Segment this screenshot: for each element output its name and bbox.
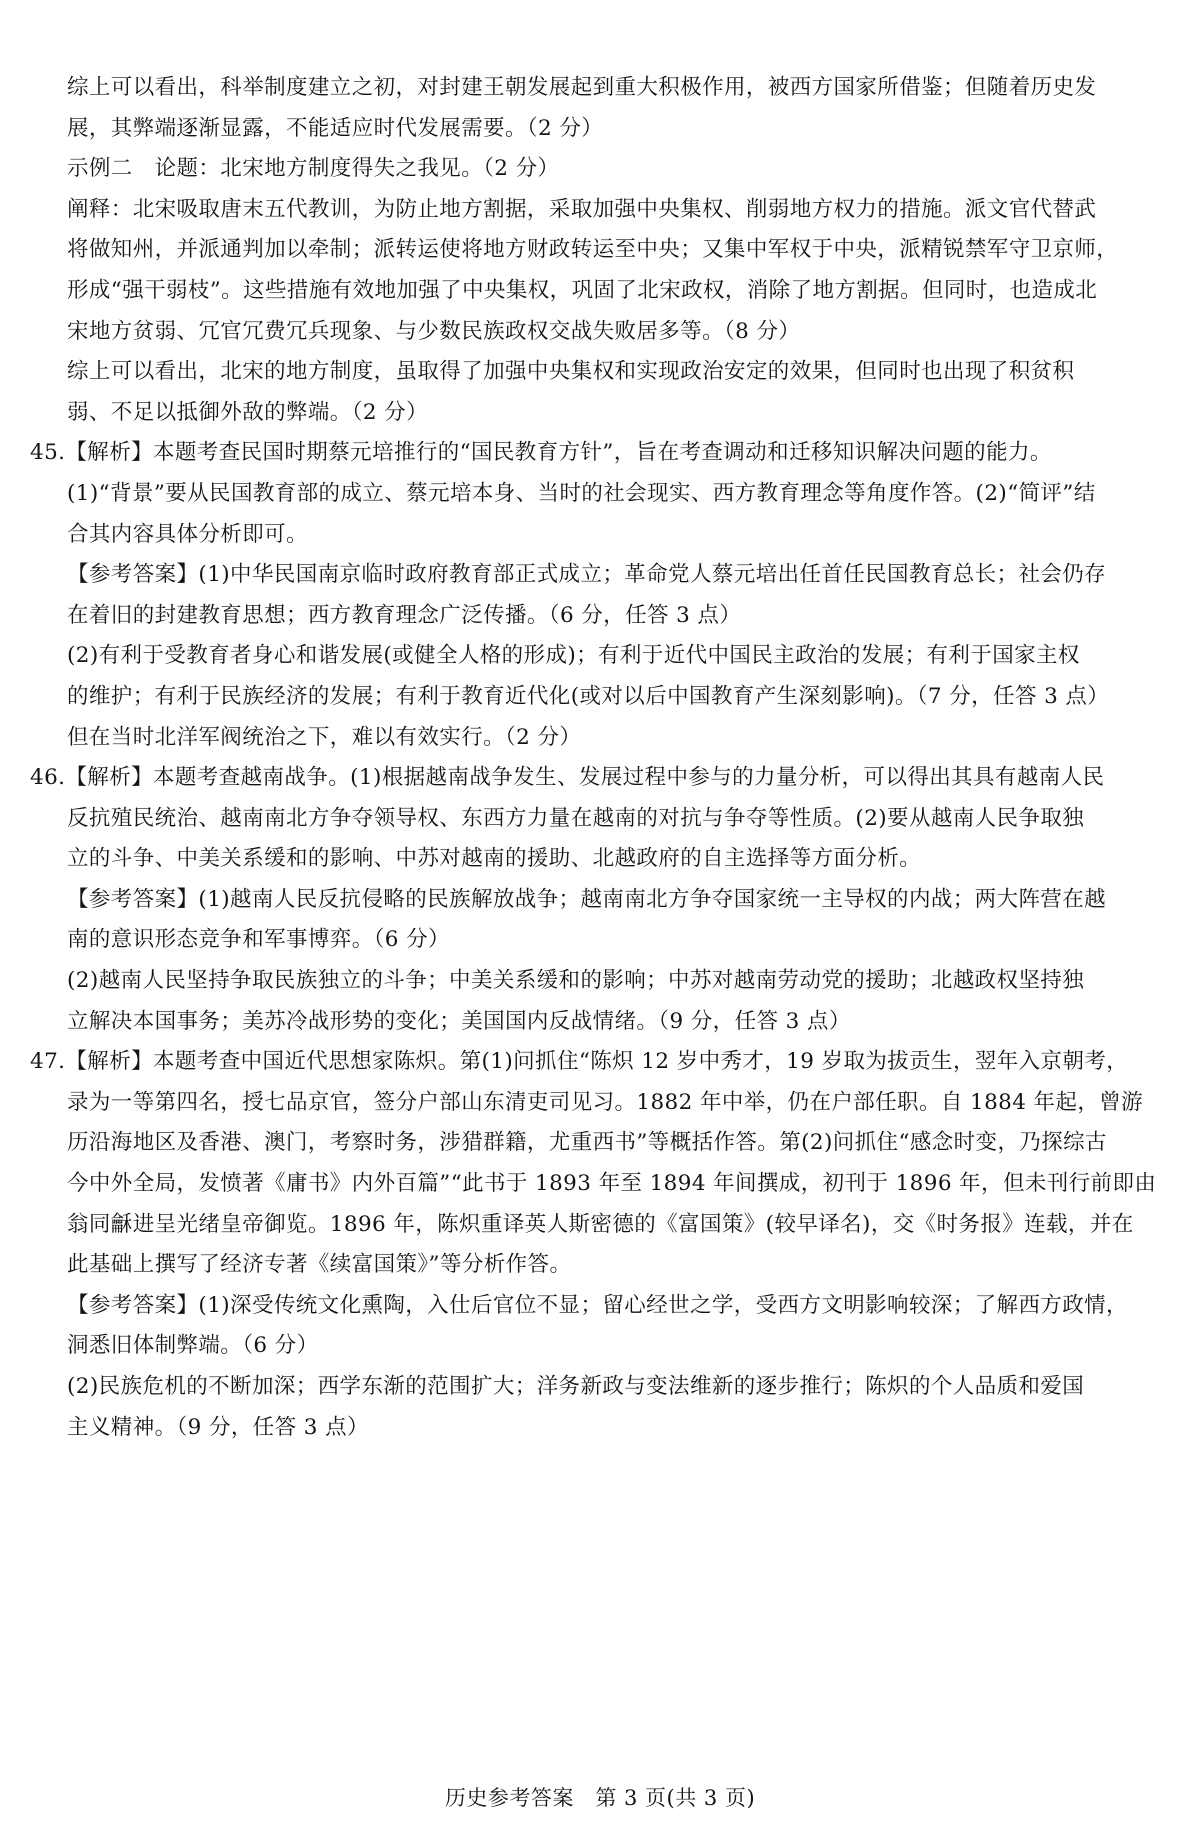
text-line: 今中外全局，发愤著《庸书》内外百篇”“此书于 1893 年至 1894 年间撰成，初刊于 1896 年，但未刊行前即由 [67, 1171, 1157, 1197]
text-line: 洞悉旧体制弊端。（6 分） [67, 1333, 319, 1359]
text-line: 【参考答案】(1)越南人民反抗侵略的民族解放战争；越南南北方争夺国家统一主导权的内战；两大阵营在越 [67, 886, 1107, 912]
text-line: 【参考答案】(1)深受传统文化熏陶，入仕后官位不显；留心经世之学，受西方文明影响较深；了解西方政情， [67, 1292, 1128, 1318]
text-line: 翁同龢进呈光绪皇帝御览。1896 年，陈炽重译英人斯密德的《富国策》(较早译名)，交《时务报》连载，并在 [67, 1211, 1134, 1237]
text-line: 综上可以看出，北宋的地方制度，虽取得了加强中央集权和实现政治安定的效果，但同时也出现了积贫积 [67, 359, 1075, 385]
question-47-heading: 47.【解析】本题考查中国近代思想家陈炽。第(1)问抓住“陈炽 12 岁中秀才，19 岁取为拔贡生，翌年入京朝考， [30, 1049, 1129, 1075]
text-line: 主义精神。（9 分，任答 3 点） [67, 1414, 369, 1440]
question-45-heading: 45.【解析】本题考查民国时期蔡元培推行的“国民教育方针”，旨在考查调动和迁移知识解决问题的能力。 [30, 440, 1052, 466]
text-line: 将做知州，并派通判加以牵制；派转运使将地方财政转运至中央；又集中军权于中央，派精锐禁军守卫京师， [67, 237, 1119, 263]
text-line: 形成“强干弱枝”。这些措施有效地加强了中央集权，巩固了北宋政权，消除了地方割据。但同时，也造成北 [67, 277, 1098, 303]
text-line: 此基础上撰写了经济专著《续富国策》”等分析作答。 [67, 1252, 572, 1278]
text-line: 综上可以看出，科举制度建立之初，对封建王朝发展起到重大积极作用，被西方国家所借鉴；但随着历史发 [67, 75, 1097, 100]
text-line: 宋地方贫弱、冗官冗费冗兵现象、与少数民族政权交战失败居多等。（8 分） [67, 318, 801, 344]
text-line: 【参考答案】(1)中华民国南京临时政府教育部正式成立；革命党人蔡元培出任首任民国教育总长；社会仍存 [67, 562, 1107, 588]
text-line: 展，其弊端逐渐显露，不能适应时代发展需要。（2 分） [67, 115, 604, 141]
text-line: 弱、不足以抵御外敌的弊端。（2 分） [67, 399, 428, 425]
text-line: 示例二 论题：北宋地方制度得失之我见。（2 分） [67, 156, 560, 182]
page-footer: 历史参考答案 第 3 页(共 3 页) [444, 1786, 756, 1810]
text-line: 立的斗争、中美关系缓和的影响、中苏对越南的援助、北越政府的自主选择等方面分析。 [67, 846, 922, 872]
text-line: 阐释：北宋吸取唐末五代教训，为防止地方割据，采取加强中央集权、削弱地方权力的措施。派文官代替武 [67, 196, 1097, 222]
text-line: 历沿海地区及香港、澳门，考察时务，涉猎群籍，尤重西书”等概括作答。第(2)问抓住“感念时变，乃探综古 [67, 1130, 1107, 1156]
text-line: (2)民族危机的不断加深；西学东渐的范围扩大；洋务新政与变法维新的逐步推行；陈炽的个人品质和爱国 [67, 1374, 1085, 1399]
text-line: (2)有利于受教育者身心和谐发展(或健全人格的形成)；有利于近代中国民主政治的发展；有利于国家主权 [67, 643, 1080, 669]
text-line: (2)越南人民坚持争取民族独立的斗争；中美关系缓和的影响；中苏对越南劳动党的援助；北越政权坚持独 [67, 968, 1085, 994]
text-line: 在着旧的封建教育思想；西方教育理念广泛传播。（6 分，任答 3 点） [67, 602, 742, 628]
text-line: (1)“背景”要从民国教育部的成立、蔡元培本身、当时的社会现实、西方教育理念等角度作答。(2)“简评”结 [67, 480, 1096, 506]
question-46-heading: 46.【解析】本题考查越南战争。(1)根据越南战争发生、发展过程中参与的力量分析，可以得出其具有越南人民 [30, 765, 1105, 791]
text-line: 录为一等第四名，授七品京官，签分户部山东清吏司见习。1882 年中举，仍在户部任职。自 1884 年起，曾游 [67, 1089, 1144, 1115]
text-line: 南的意识形态竞争和军事博弈。（6 分） [67, 927, 450, 953]
text-line: 的维护；有利于民族经济的发展；有利于教育近代化(或对以后中国教育产生深刻影响)。（7 分，任答 3 点） [67, 683, 1110, 709]
text-line: 反抗殖民统治、越南南北方争夺领导权、东西方力量在越南的对抗与争夺等性质。(2)要从越南人民争取独 [67, 805, 1085, 831]
text-line: 立解决本国事务；美苏冷战形势的变化；美国国内反战情绪。（9 分，任答 3 点） [67, 1008, 851, 1034]
text-line: 合其内容具体分析即可。 [67, 521, 308, 547]
text-line: 但在当时北洋军阀统治之下，难以有效实行。（2 分） [67, 724, 582, 750]
answer-text-body [30, 68, 1170, 1448]
